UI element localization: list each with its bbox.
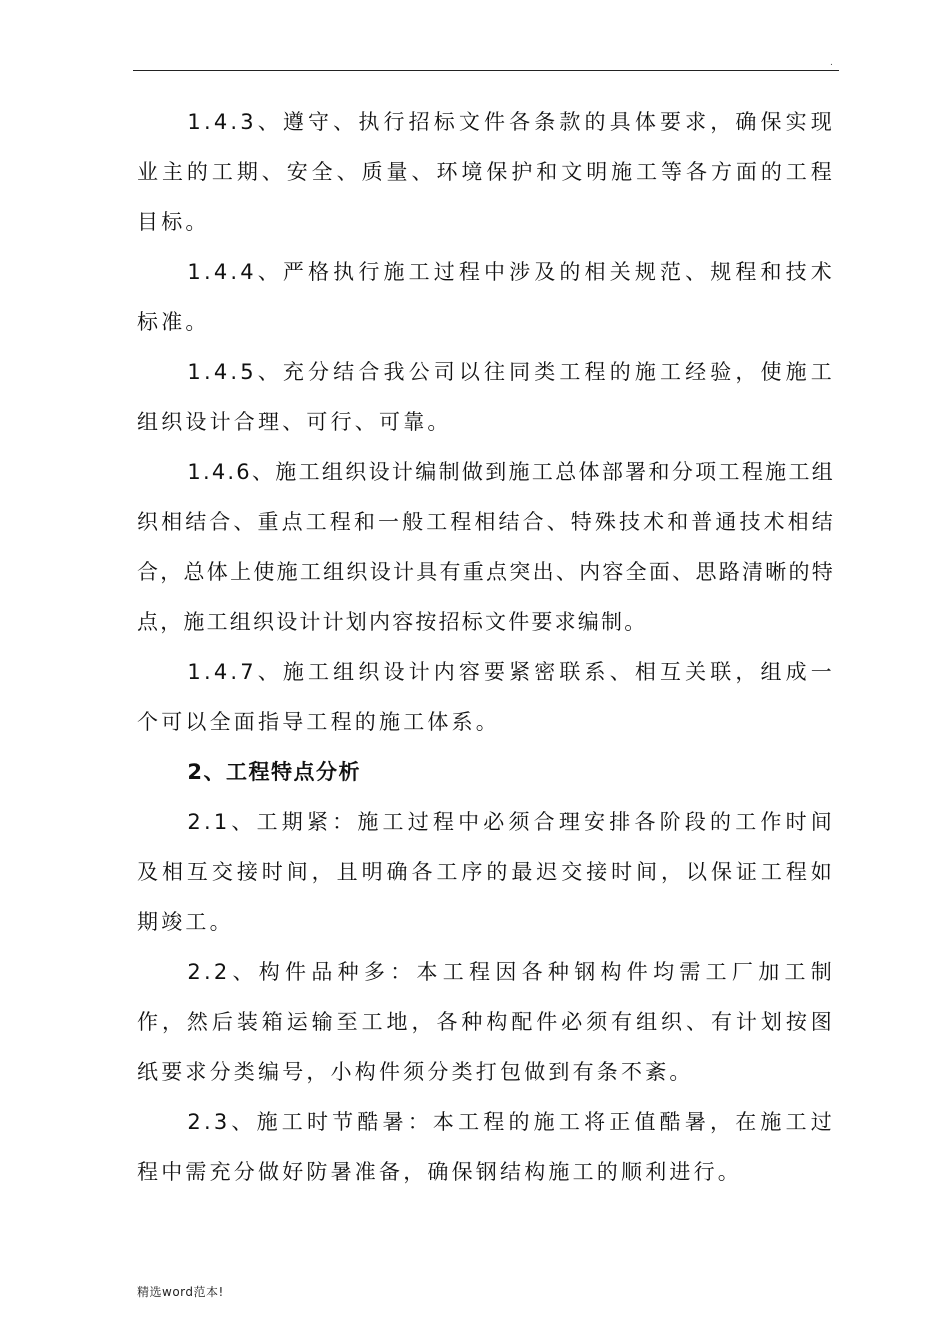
paragraph-1-4-6: 1.4.6、施工组织设计编制做到施工总体部署和分项工程施工组织相结合、重点工程和一般工程相结合、特殊技术和普通技术相结合，总体上使施工组织设计具有重点突出、内容全面、思路清晰的特点，施工组织设计计划内容按招标文件要求编制。 [137,460,835,634]
document-body [137,97,835,1197]
header-mark: . [830,58,833,68]
footer-note: 精选word范本! [137,1285,224,1299]
paragraph-1-4-3: 1.4.3、遵守、执行招标文件各条款的具体要求，确保实现业主的工期、安全、质量、环境保护和文明施工等各方面的工程目标。 [137,110,835,234]
paragraph-2-2: 2.2、构件品种多：本工程因各种钢构件均需工厂加工制作，然后装箱运输至工地，各种构配件必须有组织、有计划按图纸要求分类编号，小构件须分类打包做到有条不紊。 [137,960,835,1084]
paragraph-1-4-7: 1.4.7、施工组织设计内容要紧密联系、相互关联，组成一个可以全面指导工程的施工体系。 [137,660,835,734]
section-heading-2: 2、工程特点分析 [187,760,362,784]
paragraph-2-3: 2.3、施工时节酷暑：本工程的施工将正值酷暑，在施工过程中需充分做好防暑准备，确保钢结构施工的顺利进行。 [137,1110,835,1184]
paragraph-2-1: 2.1、工期紧：施工过程中必须合理安排各阶段的工作时间及相互交接时间，且明确各工序的最迟交接时间，以保证工程如期竣工。 [137,810,835,934]
paragraph-1-4-5: 1.4.5、充分结合我公司以往同类工程的施工经验，使施工组织设计合理、可行、可靠。 [137,360,835,434]
header-rule [133,70,839,71]
paragraph-1-4-4: 1.4.4、严格执行施工过程中涉及的相关规范、规程和技术标准。 [137,260,835,334]
